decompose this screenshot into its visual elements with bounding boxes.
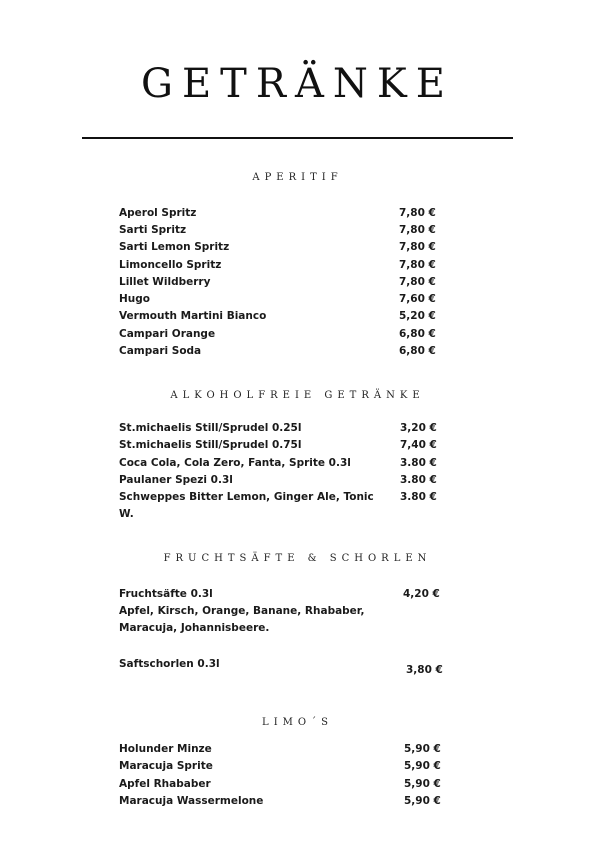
item-name: Maracuja Sprite: [119, 760, 213, 772]
item-price: 7,40 €: [400, 439, 437, 451]
item-name: Campari Soda: [119, 345, 202, 357]
page-title: GETRÄNKE: [141, 61, 454, 107]
title-divider: [82, 137, 513, 139]
item-name: Sarti Spritz: [119, 224, 187, 236]
item-name: Apfel Rhababer: [119, 778, 211, 790]
item-price: 4,20 €: [403, 588, 440, 600]
section-heading-alkoholfrei: ALKOHOLFREIE GETRÄNKE: [170, 390, 425, 401]
item-price: 6,80 €: [399, 328, 436, 340]
item-name: St.michaelis Still/Sprudel 0.25l: [119, 422, 302, 434]
item-price: 5,90 €: [404, 743, 441, 755]
menu-item: [0, 587, 595, 641]
item-price: 6,80 €: [399, 345, 436, 357]
item-name: Fruchtsäfte 0.3l: [119, 588, 213, 600]
item-name: Paulaner Spezi 0.3l: [119, 474, 233, 486]
item-name: Coca Cola, Cola Zero, Fanta, Sprite 0.3l: [119, 457, 351, 469]
item-price: 7,80 €: [399, 241, 436, 253]
item-name: Limoncello Spritz: [119, 259, 222, 271]
item-name: Saftschorlen 0.3l: [119, 658, 220, 670]
section-heading-limos: LIMO´S: [262, 717, 333, 728]
item-name: Sarti Lemon Spritz: [119, 241, 230, 253]
item-name: Holunder Minze: [119, 743, 212, 755]
item-name: St.michaelis Still/Sprudel 0.75l: [119, 439, 302, 451]
item-price: 3.80 €: [400, 474, 437, 486]
item-price: 7,80 €: [399, 207, 436, 219]
item-price: 5,90 €: [404, 760, 441, 772]
item-price: 5,20 €: [399, 310, 436, 322]
item-name: Aperol Spritz: [119, 207, 197, 219]
item-name: Vermouth Martini Bianco: [119, 310, 267, 322]
item-price: 3,20 €: [400, 422, 437, 434]
item-name: Hugo: [119, 293, 150, 305]
item-price: 7,60 €: [399, 293, 436, 305]
item-name: Maracuja Wassermelone: [119, 795, 264, 807]
item-price: 3.80 €: [400, 457, 437, 469]
item-name: Lillet Wildberry: [119, 276, 211, 288]
item-detail: Apfel, Kirsch, Orange, Banane, Rhababer, Maracuja, Johannisbeere.: [119, 605, 365, 634]
item-price: 7,80 €: [399, 259, 436, 271]
section-heading-aperitif: APERITIF: [252, 172, 343, 183]
item-price: 5,90 €: [404, 778, 441, 790]
item-price: 3.80 €: [400, 491, 437, 503]
item-price: 7,80 €: [399, 276, 436, 288]
section-heading-saefte: FRUCHTSÄFTE & SCHORLEN: [163, 553, 432, 564]
item-price: 5,90 €: [404, 795, 441, 807]
menu-item: [0, 657, 595, 681]
item-price: 7,80 €: [399, 224, 436, 236]
item-name: Schweppes Bitter Lemon, Ginger Ale, Tonic W.: [119, 491, 374, 520]
item-name: Campari Orange: [119, 328, 216, 340]
item-price: 3,80 €: [406, 664, 443, 676]
menu-item: [0, 490, 595, 526]
